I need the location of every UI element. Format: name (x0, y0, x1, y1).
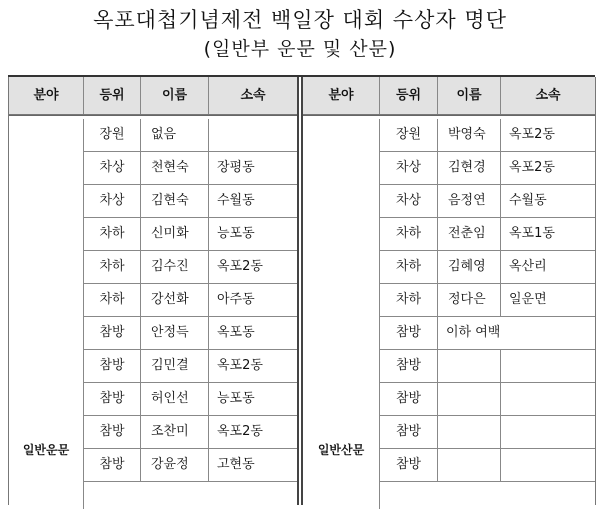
header-rank: 등위 (380, 77, 438, 114)
name-cell (438, 416, 501, 448)
rank-cell: 참방 (84, 449, 141, 481)
affiliation-cell: 수월동 (509, 193, 547, 208)
table-row (84, 416, 297, 449)
category-label: 일반산문 (317, 443, 365, 457)
affiliation-cell (209, 119, 297, 151)
rank-cell: 차상 (84, 185, 141, 217)
table-row (84, 317, 297, 350)
header-category: 분야 (9, 77, 84, 114)
affiliation-cell (501, 383, 595, 415)
remark-cell: 이하 여백 (446, 325, 501, 340)
rank-cell: 참방 (84, 383, 141, 415)
document-subtitle: (일반부 운문 및 산문) (203, 38, 397, 60)
affiliation-cell: 옥포2동 (217, 424, 263, 439)
header-name: 이름 (438, 77, 501, 114)
rank-cell: 장원 (380, 119, 438, 151)
category-label: 일반운문 (22, 443, 70, 457)
affiliation-cell: 옥산리 (509, 259, 547, 274)
name-cell: 강선화 (141, 284, 209, 316)
header-affiliation: 소속 (535, 88, 561, 103)
name-cell: 조찬미 (141, 416, 209, 448)
document-title: 옥포대첩기념제전 백일장 대회 수상자 명단 (93, 8, 507, 32)
affiliation-cell: 옥포2동 (509, 160, 555, 175)
name-cell: 정다은 (438, 284, 501, 316)
affiliation-cell: 옥포1동 (509, 226, 555, 241)
table-row (380, 218, 595, 251)
name-cell (438, 350, 501, 382)
affiliation-cell: 옥포2동 (509, 127, 555, 142)
name-cell: 박영숙 (438, 119, 501, 151)
category-cell (303, 119, 380, 509)
table-row (84, 185, 297, 218)
awards-table (8, 75, 595, 507)
rank-cell: 참방 (84, 350, 141, 382)
name-cell: 김민결 (141, 350, 209, 382)
affiliation-cell (501, 449, 595, 481)
category-cell (9, 119, 84, 509)
rank-cell: 차하 (380, 251, 438, 283)
table-row (380, 350, 595, 383)
affiliation-cell: 아주동 (217, 292, 255, 307)
name-cell (438, 449, 501, 481)
name-cell: 강윤정 (141, 449, 209, 481)
name-cell (438, 383, 501, 415)
table-row (84, 383, 297, 416)
rank-cell: 참방 (84, 416, 141, 448)
table-row (380, 119, 595, 152)
table-header (303, 77, 595, 115)
rank-cell: 장원 (84, 119, 141, 151)
affiliation-cell: 옥포2동 (217, 259, 263, 274)
name-cell: 김수진 (141, 251, 209, 283)
table-row (380, 251, 595, 284)
table-row (84, 284, 297, 317)
affiliation-cell: 능포동 (217, 391, 255, 406)
header-divider (303, 115, 595, 118)
rank-cell: 차하 (84, 284, 141, 316)
table-row (84, 119, 297, 152)
table-row (380, 152, 595, 185)
affiliation-cell (501, 350, 595, 382)
name-cell: 김현경 (438, 152, 501, 184)
affiliation-cell: 수월동 (217, 193, 255, 208)
affiliation-cell: 옥포2동 (217, 358, 263, 373)
table-row (380, 185, 595, 218)
name-cell: 없음 (141, 119, 209, 151)
header-affiliation: 소속 (240, 88, 266, 103)
rank-cell: 참방 (84, 317, 141, 349)
affiliation-cell: 고현동 (217, 457, 255, 472)
table-right-half (301, 77, 596, 505)
name-cell: 안정득 (141, 317, 209, 349)
rank-cell: 차상 (380, 152, 438, 184)
affiliation-cell: 일운면 (509, 292, 547, 307)
table-row (84, 251, 297, 284)
rank-cell: 차상 (84, 152, 141, 184)
table-left-half (8, 77, 299, 505)
affiliation-cell: 옥포동 (217, 325, 255, 340)
header-category: 분야 (303, 77, 380, 114)
header-divider (9, 115, 297, 118)
rank-cell: 차하 (380, 218, 438, 250)
affiliation-cell: 능포동 (217, 226, 255, 241)
table-row (380, 416, 595, 449)
table-row (84, 350, 297, 383)
name-cell: 음정연 (438, 185, 501, 217)
affiliation-cell (501, 416, 595, 448)
table-row (380, 317, 595, 350)
table-row (84, 218, 297, 251)
name-cell: 허인선 (141, 383, 209, 415)
table-row (84, 152, 297, 185)
name-cell: 전춘임 (438, 218, 501, 250)
name-cell: 김혜영 (438, 251, 501, 283)
rank-cell: 차하 (84, 251, 141, 283)
name-cell: 천현숙 (141, 152, 209, 184)
table-row (380, 284, 595, 317)
header-rank: 등위 (84, 77, 141, 114)
rank-cell: 차하 (380, 284, 438, 316)
table-row (84, 449, 297, 482)
rank-cell: 참방 (380, 416, 438, 448)
table-row (380, 449, 595, 482)
rank-cell: 차하 (84, 218, 141, 250)
rank-cell: 차상 (380, 185, 438, 217)
table-header (9, 77, 297, 115)
affiliation-cell: 장평동 (217, 160, 255, 175)
rank-cell: 참방 (380, 350, 438, 382)
rank-cell: 참방 (380, 383, 438, 415)
rank-cell: 참방 (380, 317, 438, 349)
name-cell: 신미화 (141, 218, 209, 250)
header-name: 이름 (141, 77, 209, 114)
table-row (380, 383, 595, 416)
name-cell: 김현숙 (141, 185, 209, 217)
rank-cell: 참방 (380, 449, 438, 481)
